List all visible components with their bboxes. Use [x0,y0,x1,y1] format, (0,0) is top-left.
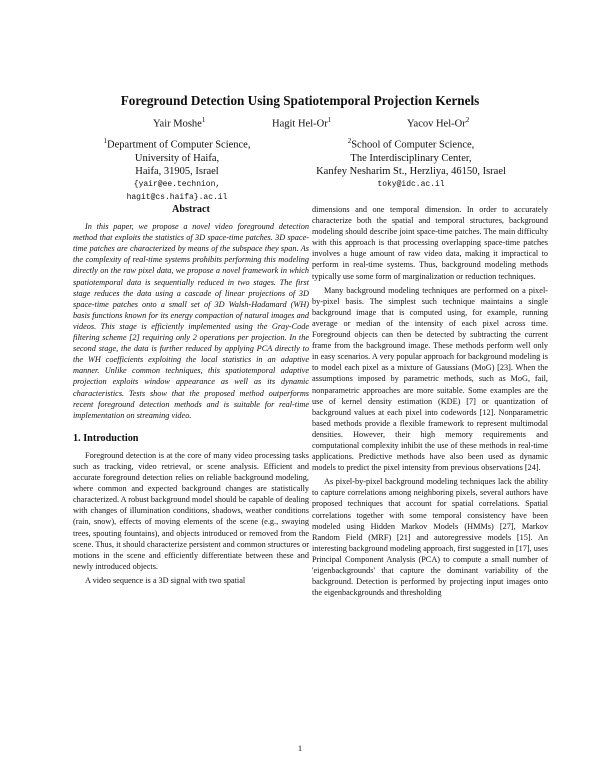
right-paragraph-2: Many background modeling techniques are performed on a pixel-by-pixel basis. The simplest such technique maintains a single background image that is computed using, for example, running average or median of the intensity of each pixel across time. Foreground objects can then be detected by subtracting the current frame from the background image. These methods perform well only in easy scenarios. A very popular approach for background modeling is to model each pixel as a mixture of Gaussians (MoG) [23]. When the assumptions imposed by parametric methods, such as MoG, fail, nonparametric approaches are more suitable. Some examples are the use of kernel density estimation (KDE) [7] or quantization of background values at each pixel into codewords [12]. Nonparametric based methods provide a flexible framework to represent multimodal densities. However, their high memory requirements and computational complexity inhibit the use of these methods in real-time applications. Predictive methods have also been used as dynamic models to predict the pixel intensity from previous observations [24]. [312,285,548,473]
author-3 [407,116,469,130]
author-mark: 2 [465,116,470,124]
affiliation-line: Kanfey Nesharim St., Herzliya, 46150, Israel [316,165,506,177]
affiliation-1 [82,135,272,204]
intro-paragraph-1: Foreground detection is at the core of many video processing tasks such as tracking, video retrieval, or scene analysis. Efficient and accurate foreground detection relies on reliable background modeling, where common and expected background changes are statistically characterized. A robust background model should be capable of dealing with changes of illumination conditions, shadows, weather conditions (rain, snow), effects of moving elements of the scene (e.g., swaying trees, spouting fountains), and objects introduced or removed from the scene. Thus, it should characterize persistent and common structures or motions in the scene and efficiently differentiate between these and newly introduced objects. [73,450,309,571]
abstract-heading: Abstract [172,204,210,215]
affiliation-2 [300,135,522,191]
affiliation-email: {yair@ee.technion, hagit@cs.haifa}.ac.il [126,180,228,203]
introduction-heading: 1. Introduction [73,432,139,444]
intro-paragraph-2: A video sequence is a 3D signal with two spatial [85,575,246,585]
author-name: Hagit Hel-Or [272,118,328,130]
affiliation-mark: 2 [347,137,352,145]
affiliation-line: Haifa, 31905, Israel [135,165,219,177]
author-mark: 1 [327,116,332,124]
author-2 [272,116,331,130]
right-column [312,204,548,598]
right-paragraph-1: dimensions and one temporal dimension. In order to accurately characterize both the spatial and temporal structures, background modeling should describe joint space-time patches. The main difficulty with this approach is that processing overlapping space-time patches involves a huge amount of raw video data, making it impractical to perform in real-time systems. Thus, background modeling methods typically use some form of marginalization or reduction techniques. [312,205,548,281]
right-paragraph-3: As pixel-by-pixel background modeling techniques lack the ability to capture correlations among neighboring pixels, several authors have proposed techniques that account for spatial correlations. Spatial correlations together with some temporal consistency have been modeled using Hidden Markov Models (HMMs) [27], Markov Random Field (MRF) [21] and autoregressive models [15]. An interesting background modeling approach, first suggested in [17], uses Principal Component Analysis (PCA) to compute a small number of 'eigenbackgrounds' that capture the dominant variability of the background. Detection is performed by projecting input images onto the eigenbackgrounds and thresholding [312,477,548,598]
page-number: 1 [297,743,303,753]
affiliation-line: $^1$Department of Computer Science, [103,137,251,151]
author-name: Yacov Hel-Or [407,118,466,130]
paper-title: Foreground Detection Using Spatiotemporal Projection Kernels [120,93,480,108]
affiliation-mark: 1 [103,137,108,145]
affiliation-email: toky@idc.ac.il [377,180,445,190]
affiliation-line: University of Haifa, [134,152,220,164]
abstract-text: In this paper, we propose a novel video foreground detection method that exploits the statistics of 3D space-time patches. 3D space-time patches are characterized by means of the subspace they span. As the complexity of real-time systems prohibits performing this modeling directly on the raw pixel data, we propose a novel framework in which spatiotemporal data is sequentially reduced in two stages. The first stage reduces the data using a cascade of linear projections of 3D space-time patches onto a small set of 3D Walsh-Hadamard (WH) basis functions known for its energy compaction of natural images and videos. This stage is efficiently implemented using the Gray-Code filtering scheme [2] requiring only 2 operations per projection. In the second stage, the data is further reduced by applying PCA directly to the WH coefficients exploiting the local statistics in an adaptive manner. Unlike common techniques, this spatiotemporal adaptive projection exploits window appearance as well as its dynamic characteristics. Tests show that the proposed method outperforms recent foreground detection methods and is suitable for real-time implementation on streaming video. [73,222,309,420]
author-name: Yair Moshe [153,118,202,130]
author-mark: 1 [201,116,206,124]
author-1 [153,116,205,130]
left-column [73,204,309,586]
affiliation-line: $^2$School of Computer Science, [347,137,475,151]
affiliation-line: The Interdisciplinary Center, [350,152,472,164]
